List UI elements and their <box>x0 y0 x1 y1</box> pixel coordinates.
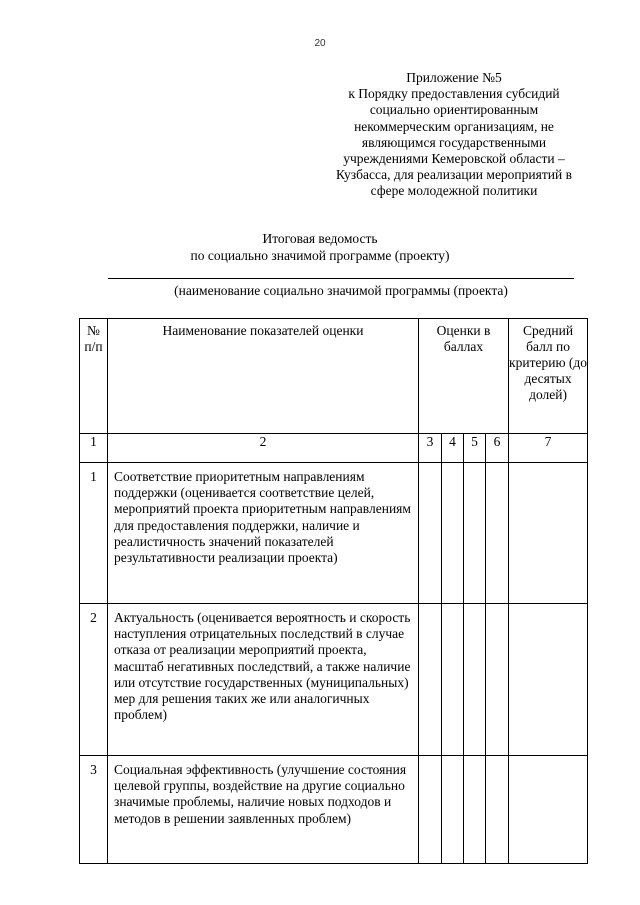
row-number: 1 <box>80 463 108 604</box>
score-cell <box>419 604 442 756</box>
score-cell <box>442 604 464 756</box>
average-cell <box>509 604 588 756</box>
appendix-line: учреждениями Кемеровской области – <box>343 151 565 167</box>
header-name: Наименование показателей оценки <box>108 319 419 434</box>
statement-title: Итоговая ведомость <box>262 231 378 246</box>
index-cell: 1 <box>80 434 108 463</box>
appendix-header <box>318 70 590 200</box>
table-row <box>80 756 588 864</box>
score-cell <box>442 756 464 864</box>
program-name-caption: (наименование социально значимой программы (проекта) <box>174 283 508 298</box>
appendix-title: Приложение №5 <box>406 70 502 85</box>
header-num: № п/п <box>80 319 108 434</box>
score-cell <box>486 756 509 864</box>
statement-subtitle: по социально значимой программе (проекту) <box>190 248 450 263</box>
score-cell <box>419 463 442 604</box>
score-cell <box>464 463 486 604</box>
scores-table <box>79 318 588 864</box>
criterion-text: Актуальность (оценивается вероятность и скорость наступления отрицательных последствий в случае отказа от реализации мероприятий проекта, масштаб негативных последствий, а также наличие или отсутствие государственных (муниципальных) мер для решения таких же или аналогичных проблем) <box>108 604 419 756</box>
criterion-text: Социальная эффективность (улучшение состояния целевой группы, воздействие на другие социально значимые проблемы, наличие новых подходов и методов в решении заявленных проблем) <box>108 756 419 864</box>
header-average: Средний балл по критерию (до десятых долей) <box>509 319 588 434</box>
index-cell: 6 <box>486 434 509 463</box>
row-number: 3 <box>80 756 108 864</box>
index-cell: 7 <box>509 434 588 463</box>
appendix-line: к Порядку предоставления субсидий <box>348 86 560 102</box>
appendix-line: некоммерческим организациям, не <box>354 118 554 134</box>
table-header-row <box>80 319 588 434</box>
index-cell: 4 <box>442 434 464 463</box>
appendix-line: являющимся государственными <box>361 134 547 150</box>
header-scores: Оценки в баллах <box>419 319 509 434</box>
table-index-row <box>80 434 588 463</box>
score-cell <box>464 604 486 756</box>
appendix-line: Кузбасса, для реализации мероприятий в <box>336 167 572 183</box>
statement-heading <box>0 230 640 264</box>
criterion-text: Соответствие приоритетным направлениям поддержки (оценивается соответствие целей, мероприятий проекта приоритетным направлениям для предоставления поддержки, наличие и реалистичность значений показателей результативности реализации проекта) <box>108 463 419 604</box>
score-cell <box>464 756 486 864</box>
program-name-line <box>108 278 574 279</box>
index-cell: 5 <box>464 434 486 463</box>
page-number: 20 <box>314 38 326 49</box>
average-cell <box>509 463 588 604</box>
score-cell <box>442 463 464 604</box>
table-row <box>80 463 588 604</box>
index-cell: 3 <box>419 434 442 463</box>
table-row <box>80 604 588 756</box>
score-cell <box>486 604 509 756</box>
index-cell: 2 <box>108 434 419 463</box>
appendix-line: сфере молодежной политики <box>370 183 538 199</box>
score-cell <box>419 756 442 864</box>
average-cell <box>509 756 588 864</box>
row-number: 2 <box>80 604 108 756</box>
score-cell <box>486 463 509 604</box>
appendix-line: социально ориентированным <box>369 102 539 118</box>
